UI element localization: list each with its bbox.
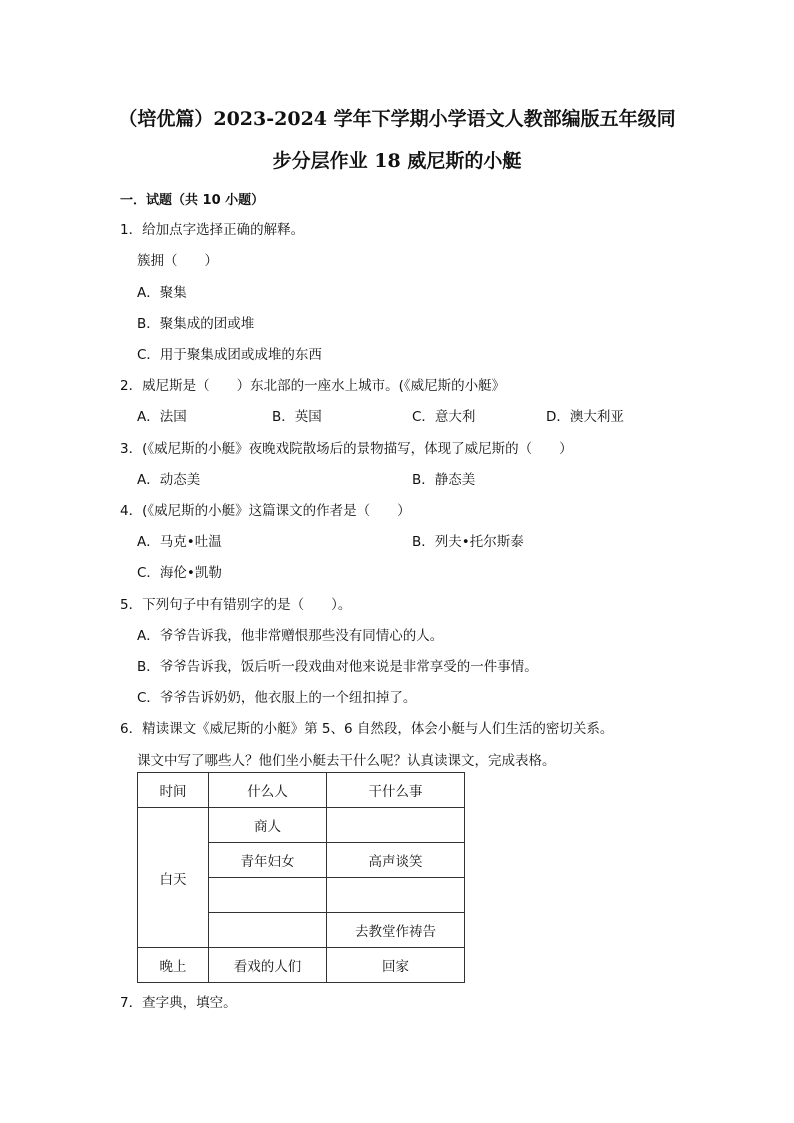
q1-stem: 1．给加点字选择正确的解释。 (120, 222, 305, 238)
doc-title-line2: 步分层作业 18 威尼斯的小艇 (272, 150, 522, 172)
table-header-row (138, 773, 465, 808)
q3-option-a: A．动态美 (137, 472, 201, 488)
q6-table (137, 772, 465, 983)
q5-option-c: C．爷爷告诉奶奶，他衣服上的一个纽扣掉了。 (137, 690, 417, 706)
table-cell: 商人 (209, 808, 327, 843)
q6-sub: 课文中写了哪些人？他们坐小艇去干什么呢？认真读课文，完成表格。 (137, 753, 556, 769)
q4-option-c: C．海伦•凯勒 (137, 565, 222, 581)
q3-stem: 3．(《威尼斯的小艇》夜晚戏院散场后的景物描写，体现了威尼斯的（ ） (120, 441, 573, 457)
q1-option-c: C．用于聚集成团或成堆的东西 (137, 347, 322, 363)
table-cell: 高声谈笑 (327, 843, 465, 878)
q4-stem: 4．(《威尼斯的小艇》这篇课文的作者是（ ） (120, 503, 411, 519)
table-header-who: 什么人 (209, 773, 327, 808)
section-heading: 一．试题（共 10 小题） (120, 193, 265, 208)
q2-stem: 2．威尼斯是（ ）东北部的一座水上城市。(《威尼斯的小艇》 (120, 378, 506, 394)
table-blank-cell[interactable] (327, 808, 465, 843)
table-cell: 看戏的人们 (209, 948, 327, 983)
q1-option-b: B．聚集成的团或堆 (137, 316, 255, 332)
table-row (138, 948, 465, 983)
q4-option-a: A．马克•吐温 (137, 534, 222, 550)
q3-option-b: B．静态美 (412, 472, 476, 488)
table-blank-cell[interactable] (209, 878, 327, 913)
table-cell-day: 白天 (138, 808, 209, 948)
q1-word: 簇拥（ ） (137, 253, 218, 269)
table-row (138, 808, 465, 843)
q2-option-d: D．澳大利亚 (546, 409, 624, 425)
q4-option-b: B．列夫•托尔斯泰 (412, 534, 524, 550)
q5-option-b: B．爷爷告诉我，饭后听一段戏曲对他来说是非常享受的一件事情。 (137, 659, 538, 675)
table-cell-night: 晚上 (138, 948, 209, 983)
table-header-time: 时间 (138, 773, 209, 808)
q7-stem: 7．查字典，填空。 (120, 995, 237, 1011)
q2-option-c: C．意大利 (412, 409, 476, 425)
table-blank-cell[interactable] (327, 878, 465, 913)
table-header-what: 干什么事 (327, 773, 465, 808)
doc-title-line1: （培优篇）2023-2024 学年下学期小学语文人教部编版五年级同 (118, 108, 676, 130)
table-cell: 青年妇女 (209, 843, 327, 878)
table-blank-cell[interactable] (209, 913, 327, 948)
table-cell: 回家 (327, 948, 465, 983)
q5-stem: 5．下列句子中有错别字的是（ ）。 (120, 597, 352, 613)
q5-option-a: A．爷爷告诉我，他非常赠恨那些没有同情心的人。 (137, 628, 444, 644)
table-cell: 去教堂作祷告 (327, 913, 465, 948)
q1-option-a: A．聚集 (137, 285, 187, 301)
q2-option-a: A．法国 (137, 409, 187, 425)
q6-stem: 6．精读课文《威尼斯的小艇》第 5、6 自然段，体会小艇与人们生活的密切关系。 (120, 721, 614, 737)
q2-option-b: B．英国 (272, 409, 322, 425)
